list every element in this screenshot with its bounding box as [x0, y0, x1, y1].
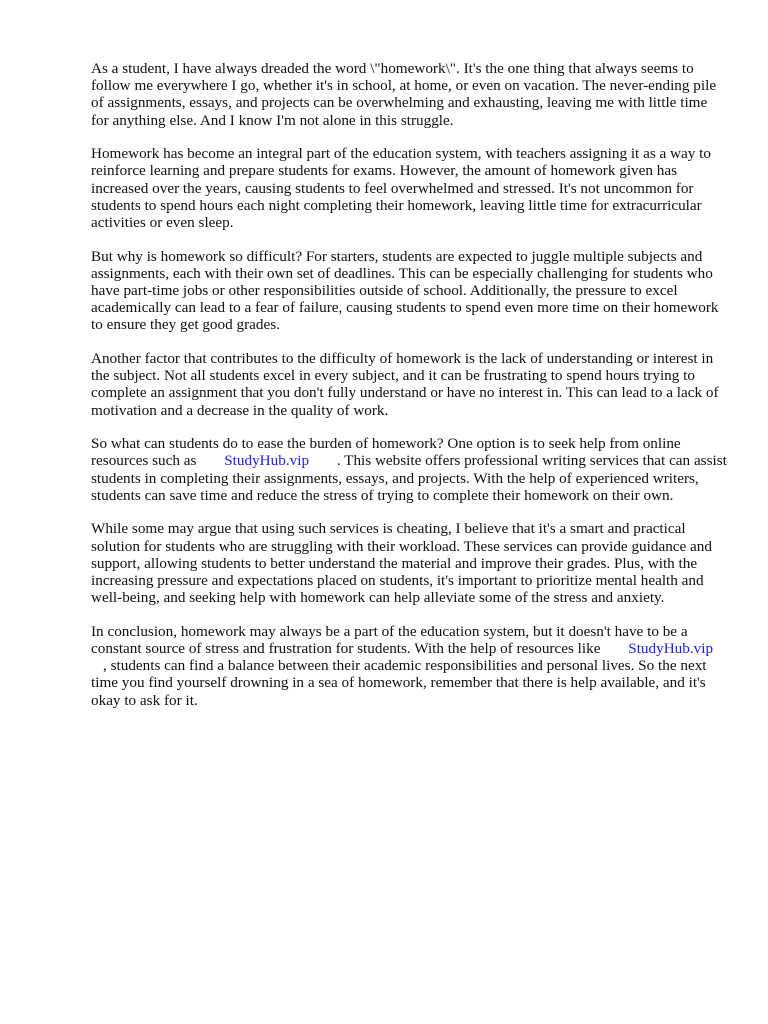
paragraph-intro: As a student, I have always dreaded the word \"homework\". It's the one thing that always seems to follow me everywhere I go, whether it's in school, at home, or even on vacation. The never-ending pile of assignments, essays, and projects can be overwhelming and exhausting, leaving me with little time for anything else. And I know I'm not alone in this struggle.	[91, 60, 717, 129]
paragraph-conclusion	[91, 623, 727, 709]
paragraph-conclusion-text-before: In conclusion, homework may always be a part of the education system, but it doesn't have to be a constant source of stress and frustration for students. With the help of resources like	[91, 622, 688, 658]
paragraph-lack-of-interest: Another factor that contributes to the difficulty of homework is the lack of understanding or interest in the subject. Not all students excel in every subject, and it can be frustrating to spend hours trying to complete an assignment that you don't fully understand or have no interest in. This can lead to a lack of motivation and a decrease in the quality of work.	[91, 350, 719, 419]
paragraph-cheating-argument: While some may argue that using such services is cheating, I believe that it's a smart and practical solution for students who are struggling with their workload. These services can provide guidance and support, allowing students to better understand the material and improve their grades. Plus, with the increasing pressure and expectations placed on students, it's important to prioritize mental health and well-being, and seeking help with homework can help alleviate some of the stress and anxiety.	[91, 520, 712, 607]
paragraph-conclusion-text-after: , students can find a balance between their academic responsibilities and personal lives. So the next time you find yourself drowning in a sea of homework, remember that there is help available, and it's okay to ask for it.	[91, 657, 707, 709]
studyhub-link[interactable]: StudyHub.vip	[224, 452, 310, 470]
document-body	[91, 60, 727, 725]
paragraph-online-resources-text-before: So what can students do to ease the burden of homework? One option is to seek help from online resources such as	[91, 435, 681, 470]
paragraph-why-difficult: But why is homework so difficult? For starters, students are expected to juggle multiple subjects and assignments, each with their own set of deadlines. This can be especially challenging for students who have part-time jobs or other responsibilities outside of school. Additionally, the pressure to excel academically can lead to a fear of failure, causing students to spend even more time on their homework to ensure they get good grades.	[91, 247, 719, 334]
paragraph-online-resources-text-after: . This website offers professional writing services that can assist students in completing their assignments, essays, and projects. With the help of experienced writers, students can save time and reduce the stress of trying to complete their homework on their own.	[91, 452, 727, 504]
studyhub-link-conclusion[interactable]: StudyHub.vip	[628, 640, 714, 658]
paragraph-online-resources	[91, 435, 727, 504]
paragraph-education-system: Homework has become an integral part of the education system, with teachers assigning it as a way to reinforce learning and prepare students for exams. However, the amount of homework given has increased over the years, causing students to feel overwhelmed and stressed. It's not uncommon for students to spend hours each night completing their homework, leaving little time for extracurricular activities or even sleep.	[91, 145, 711, 232]
